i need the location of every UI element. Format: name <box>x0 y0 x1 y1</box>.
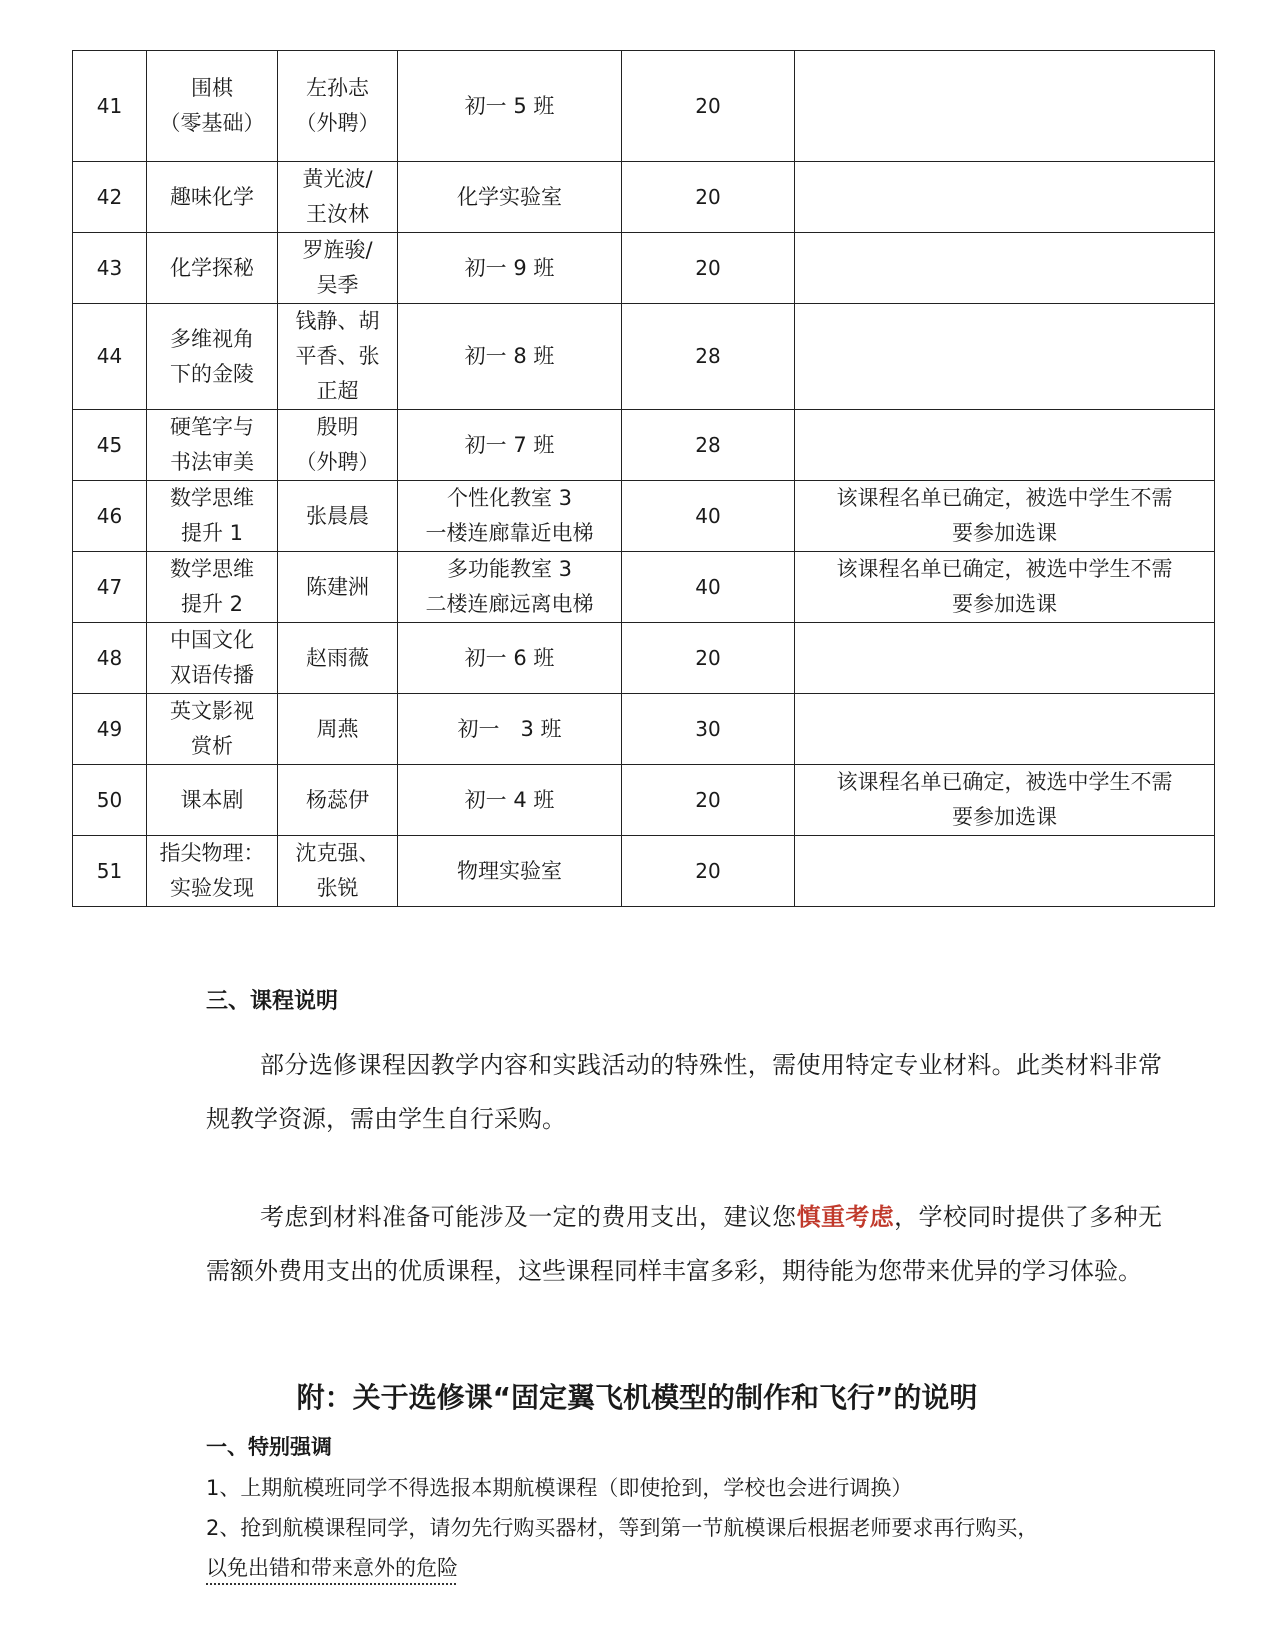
cell-course-name-line: 中国文化 <box>170 628 254 652</box>
cell-number: 48 <box>73 623 147 694</box>
cell-teacher-line: 杨蕊伊 <box>306 787 369 812</box>
table-row <box>73 51 1215 162</box>
cell-classroom <box>398 51 622 162</box>
cell-teacher-line: 张锐 <box>316 876 359 900</box>
cell-note <box>795 623 1215 694</box>
cell-number: 44 <box>73 304 147 410</box>
cell-teacher-line: 沈克强、 <box>295 841 380 865</box>
appendix-item-2-line-2: 以免出错和带来意外的危险 <box>206 1556 458 1580</box>
cell-course-name-line: 实验发现 <box>170 876 254 900</box>
cell-capacity: 20 <box>622 765 795 836</box>
cell-course-name-line: （零基础） <box>159 111 265 135</box>
cell-teacher <box>278 765 398 836</box>
section-title: 三、课程说明 <box>206 988 339 1014</box>
appendix-subtitle: 一、特别强调 <box>206 1435 332 1459</box>
cell-classroom-line: 初一 9 班 <box>464 255 555 280</box>
cell-classroom <box>398 162 622 233</box>
table-row <box>73 694 1215 765</box>
cell-capacity: 28 <box>622 304 795 410</box>
table-row <box>73 836 1215 907</box>
cell-classroom <box>398 694 622 765</box>
cell-classroom-line: 初一 8 班 <box>464 344 555 368</box>
cell-capacity: 30 <box>622 694 795 765</box>
table-row <box>73 623 1215 694</box>
paragraph-cost-before: 考虑到材料准备可能涉及一定的费用支出，建议您 <box>260 1203 797 1231</box>
cell-course-name <box>147 836 278 907</box>
cell-course-name-line: 围棋 <box>191 76 233 100</box>
cell-capacity: 20 <box>622 162 795 233</box>
cell-teacher-line: 钱静、胡 <box>295 309 380 333</box>
cell-teacher-line: （外聘） <box>295 450 380 474</box>
appendix-item-1: 1、上期航模班同学不得选报本期航模课程（即使抢到，学校也会进行调换） <box>206 1476 913 1500</box>
paragraph-cost-advice <box>206 1190 1162 1298</box>
cell-teacher-line: （外聘） <box>295 111 380 135</box>
cell-course-name <box>147 623 278 694</box>
cell-number: 46 <box>73 481 147 552</box>
cell-course-name-line: 数学思维 <box>170 557 254 581</box>
cell-course-name-line: 化学探秘 <box>170 255 254 280</box>
paragraph-materials: 部分选修课程因教学内容和实践活动的特殊性，需使用特定专业材料。此类材料非常规教学资源，需由学生自行采购。 <box>206 1051 1162 1133</box>
cell-classroom <box>398 623 622 694</box>
cell-course-name-line: 下的金陵 <box>170 361 254 386</box>
cell-number: 49 <box>73 694 147 765</box>
cell-course-name <box>147 694 278 765</box>
cell-course-name <box>147 233 278 304</box>
cell-course-name <box>147 162 278 233</box>
cell-teacher <box>278 836 398 907</box>
cell-course-name <box>147 304 278 410</box>
cell-classroom <box>398 481 622 552</box>
cell-classroom <box>398 836 622 907</box>
cell-number: 47 <box>73 552 147 623</box>
cell-classroom <box>398 552 622 623</box>
cell-number: 51 <box>73 836 147 907</box>
cell-teacher <box>278 552 398 623</box>
cell-classroom-line: 初一 3 班 <box>457 716 562 741</box>
cell-capacity: 28 <box>622 410 795 481</box>
table-row <box>73 304 1215 410</box>
cell-teacher <box>278 694 398 765</box>
cell-classroom <box>398 233 622 304</box>
cell-course-name-line: 趣味化学 <box>170 184 254 209</box>
paragraph-cost-after: ，学校同时提供了多种无需额外费用支出的优质课程，这些课程同样丰富多彩，期待能为您带来优异的学习体验。 <box>206 1203 1163 1285</box>
cell-classroom-line: 二楼连廊远离电梯 <box>425 592 594 616</box>
cell-teacher <box>278 481 398 552</box>
cell-course-name-line: 双语传播 <box>170 663 254 687</box>
table-row <box>73 765 1215 836</box>
table-row <box>73 481 1215 552</box>
cell-capacity: 20 <box>622 51 795 162</box>
cell-teacher <box>278 233 398 304</box>
cell-classroom-line: 一楼连廊靠近电梯 <box>425 521 594 545</box>
cell-note-line: 要参加选课 <box>952 805 1057 829</box>
cell-course-name-line: 赏析 <box>191 734 233 758</box>
cell-classroom <box>398 304 622 410</box>
cell-note <box>795 162 1215 233</box>
cell-note <box>795 765 1215 836</box>
emphasis-careful-consideration: 慎重考虑 <box>796 1202 895 1231</box>
cell-number: 43 <box>73 233 147 304</box>
cell-number: 42 <box>73 162 147 233</box>
table-row <box>73 162 1215 233</box>
cell-teacher <box>278 623 398 694</box>
cell-note <box>795 304 1215 410</box>
cell-note <box>795 836 1215 907</box>
cell-teacher-line: 陈建洲 <box>306 574 369 599</box>
cell-note <box>795 51 1215 162</box>
cell-course-name <box>147 765 278 836</box>
cell-course-name-line: 课本剧 <box>180 787 244 812</box>
cell-course-name <box>147 51 278 162</box>
cell-capacity: 20 <box>622 836 795 907</box>
cell-teacher-line: 左孙志 <box>306 76 369 100</box>
cell-course-name-line: 英文影视 <box>170 699 254 723</box>
appendix-item-2 <box>206 1508 1166 1588</box>
cell-classroom-line: 初一 6 班 <box>464 645 555 670</box>
cell-classroom <box>398 410 622 481</box>
cell-note <box>795 552 1215 623</box>
cell-teacher <box>278 51 398 162</box>
cell-classroom-line: 初一 5 班 <box>464 93 555 118</box>
cell-note <box>795 410 1215 481</box>
cell-course-name-line: 指尖物理： <box>159 841 265 865</box>
cell-course-name-line: 多维视角 <box>170 326 254 351</box>
cell-note <box>795 481 1215 552</box>
cell-course-name <box>147 552 278 623</box>
cell-note <box>795 233 1215 304</box>
cell-teacher-line: 黄光波/ <box>302 167 373 191</box>
cell-teacher <box>278 162 398 233</box>
cell-teacher-line: 王汝林 <box>306 202 369 226</box>
cell-teacher-line: 赵雨薇 <box>306 645 369 670</box>
cell-teacher-line: 张晨晨 <box>306 503 369 528</box>
cell-note-line: 该课程名单已确定，被选中学生不需 <box>836 486 1173 510</box>
cell-classroom-line: 化学实验室 <box>457 184 562 209</box>
cell-teacher-line: 罗旌骏/ <box>302 238 373 262</box>
cell-classroom-line: 初一 7 班 <box>464 432 555 457</box>
table-row <box>73 552 1215 623</box>
cell-classroom-line: 个性化教室 3 <box>446 486 573 510</box>
cell-note-line: 要参加选课 <box>952 592 1057 616</box>
cell-number: 45 <box>73 410 147 481</box>
cell-capacity: 20 <box>622 623 795 694</box>
course-table <box>72 50 1215 907</box>
cell-note <box>795 694 1215 765</box>
cell-teacher-line: 周燕 <box>316 716 359 741</box>
cell-teacher-line: 平香、张 <box>295 344 380 368</box>
cell-course-name-line: 硬笔字与 <box>170 415 254 439</box>
cell-capacity: 20 <box>622 233 795 304</box>
appendix-title: 附：关于选修课“固定翼飞机模型的制作和飞行”的说明 <box>296 1381 978 1414</box>
cell-course-name-line: 书法审美 <box>170 450 254 474</box>
table-row <box>73 233 1215 304</box>
cell-course-name-line: 提升 2 <box>180 592 244 616</box>
cell-teacher <box>278 304 398 410</box>
cell-classroom-line: 初一 4 班 <box>464 787 555 812</box>
cell-note-line: 该课程名单已确定，被选中学生不需 <box>836 557 1173 581</box>
cell-teacher <box>278 410 398 481</box>
table-row <box>73 410 1215 481</box>
appendix-item-2-line-1: 2、抢到航模课程同学，请勿先行购买器材，等到第一节航模课后根据老师要求再行购买， <box>206 1516 1039 1540</box>
cell-classroom-line: 物理实验室 <box>457 858 562 883</box>
cell-teacher-line: 吴季 <box>316 273 359 297</box>
cell-classroom-line: 多功能教室 3 <box>446 557 573 581</box>
cell-capacity: 40 <box>622 481 795 552</box>
course-table-body <box>73 51 1215 907</box>
cell-course-name <box>147 410 278 481</box>
cell-note-line: 要参加选课 <box>952 521 1057 545</box>
cell-teacher-line: 殷明 <box>316 415 359 439</box>
cell-course-name <box>147 481 278 552</box>
cell-course-name-line: 数学思维 <box>170 486 254 510</box>
cell-note-line: 该课程名单已确定，被选中学生不需 <box>836 770 1173 794</box>
cell-capacity: 40 <box>622 552 795 623</box>
cell-course-name-line: 提升 1 <box>180 521 244 545</box>
cell-number: 41 <box>73 51 147 162</box>
cell-number: 50 <box>73 765 147 836</box>
cell-teacher-line: 正超 <box>316 379 359 403</box>
cell-classroom <box>398 765 622 836</box>
